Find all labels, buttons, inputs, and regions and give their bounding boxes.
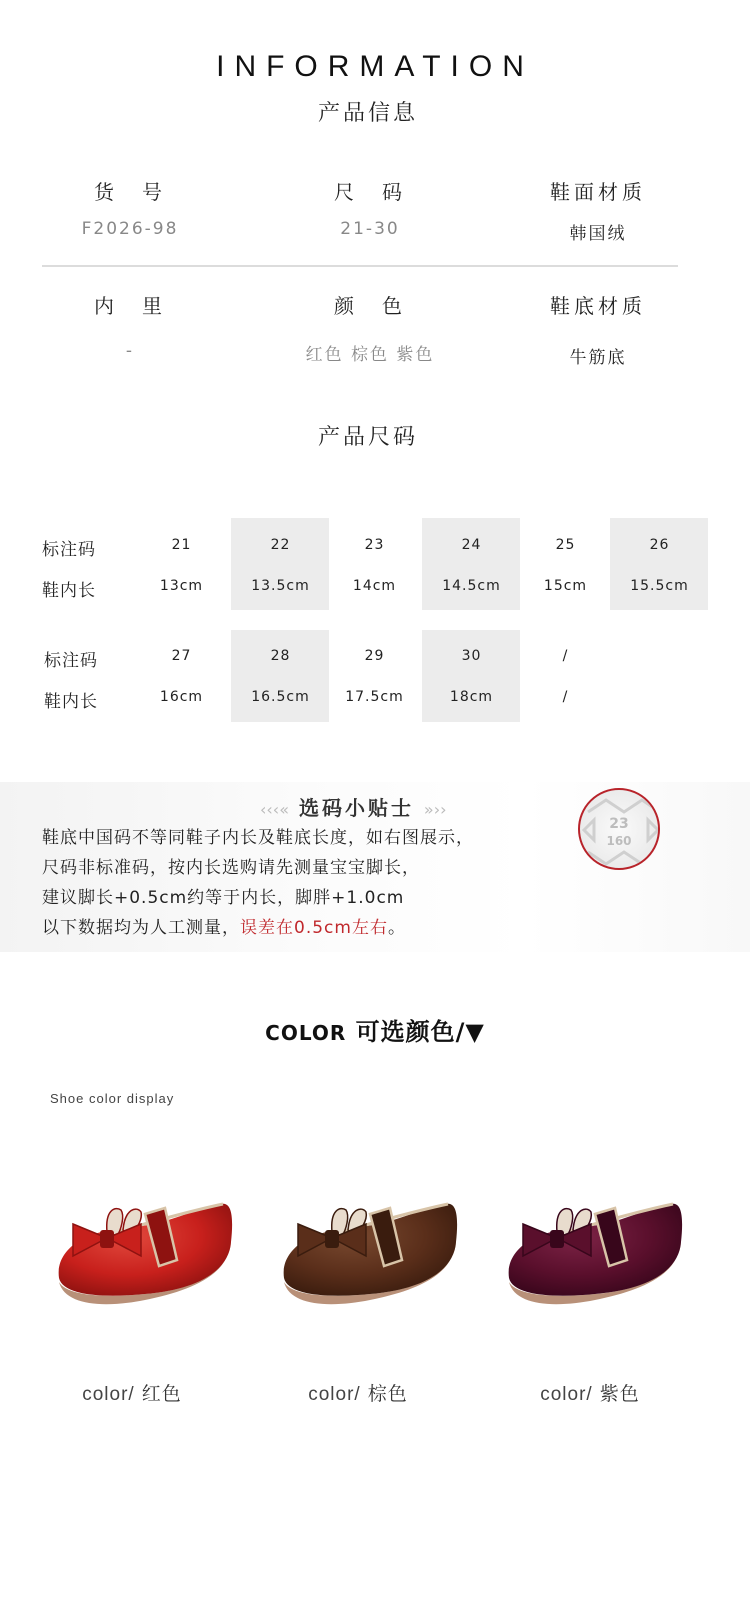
size-cell: /: [562, 648, 569, 664]
product-info-subtitle: 产品信息: [317, 101, 418, 126]
tips-line-2: 尺码非标准码，按内长选购请先测量宝宝脚长，: [42, 858, 420, 878]
length-row-label: 鞋内长: [42, 581, 96, 601]
tips-error-highlight: 误差在0.5cm左右: [240, 918, 388, 938]
brown-shoe-image: [270, 1180, 470, 1330]
color-caption-purple: [490, 1379, 690, 1406]
length-cell: 17.5cm: [345, 689, 404, 705]
caption-color-name: 棕色: [367, 1383, 408, 1405]
caption-prefix: color/: [540, 1384, 593, 1405]
item-number-label: 货 号: [94, 180, 166, 204]
sole-material-label: 鞋底材质: [550, 294, 646, 318]
sole-material-value: 牛筋底: [569, 348, 627, 368]
sole-size-image: [578, 788, 660, 870]
information-title: INFORMATION: [216, 50, 534, 83]
color-caption-brown: [258, 1379, 458, 1406]
length-cell: 14cm: [352, 578, 397, 594]
color-section-title: [0, 1012, 750, 1047]
size-cell: 21: [171, 537, 192, 553]
size-cell: 27: [171, 648, 192, 664]
color-caption-red: [32, 1379, 232, 1406]
size-row-label: 标注码: [44, 651, 98, 671]
tips-line-4: [42, 913, 406, 938]
purple-shoe-image: [495, 1180, 695, 1330]
tips-line-1: 鞋底中国码不等同鞋子内长及鞋底长度，如右图展示，: [42, 828, 474, 848]
chevron-left-icon: ‹‹‹«: [260, 800, 289, 819]
upper-material-label: 鞋面材质: [550, 180, 646, 204]
tips-line-3: 建议脚长+0.5cm约等于内长，脚胖+1.0cm: [42, 888, 405, 908]
caption-prefix: color/: [308, 1384, 361, 1405]
info-divider: [42, 265, 678, 267]
color-label: 颜 色: [334, 294, 406, 318]
length-row-label: 鞋内长: [44, 692, 98, 712]
size-cell: 24: [461, 537, 482, 553]
length-cell: 16.5cm: [251, 689, 310, 705]
size-range-value: 21-30: [340, 219, 400, 239]
lining-label: 内 里: [94, 294, 166, 318]
length-cell: 18cm: [449, 689, 494, 705]
shoe-display-subtitle: Shoe color display: [50, 1091, 175, 1106]
size-label: 尺 码: [334, 180, 406, 204]
color-title-en: COLOR: [265, 1021, 347, 1045]
tips-heading: [260, 792, 447, 821]
size-cell: 23: [364, 537, 385, 553]
length-cell: 14.5cm: [442, 578, 501, 594]
length-cell: 13.5cm: [251, 578, 310, 594]
caption-color-name: 紫色: [599, 1383, 640, 1405]
length-cell: 15cm: [543, 578, 588, 594]
length-cell: /: [562, 689, 569, 705]
upper-material-value: 韩国绒: [569, 224, 627, 244]
bow-knot: [550, 1230, 564, 1248]
sole-size-number: 23: [609, 816, 629, 832]
length-cell: 13cm: [159, 578, 204, 594]
tips-line-4-suffix: 。: [387, 918, 406, 938]
caption-prefix: color/: [82, 1384, 135, 1405]
size-cell: 30: [461, 648, 482, 664]
red-shoe-image: [45, 1180, 245, 1330]
color-value: 红色 棕色 紫色: [305, 345, 435, 365]
size-cell: 29: [364, 648, 385, 664]
size-cell: 25: [555, 537, 576, 553]
size-cell: 22: [270, 537, 291, 553]
bow-knot: [100, 1230, 114, 1248]
tips-line-4-prefix: 以下数据均为人工测量，: [42, 918, 240, 938]
color-title-cn: 可选颜色/▼: [355, 1018, 485, 1046]
size-cell: 28: [270, 648, 291, 664]
chevron-right-icon: »››: [423, 800, 447, 819]
bow-knot: [325, 1230, 339, 1248]
lining-value: -: [125, 341, 135, 361]
size-chart-title: 产品尺码: [317, 425, 418, 450]
item-number-value: F2026-98: [81, 219, 179, 239]
length-cell: 16cm: [159, 689, 204, 705]
size-cell: 26: [649, 537, 670, 553]
length-cell: 15.5cm: [630, 578, 689, 594]
size-row-label: 标注码: [42, 540, 96, 560]
caption-color-name: 红色: [141, 1383, 182, 1405]
tips-title-text: 选码小贴士: [298, 796, 414, 820]
sole-length-number: 160: [606, 834, 632, 848]
